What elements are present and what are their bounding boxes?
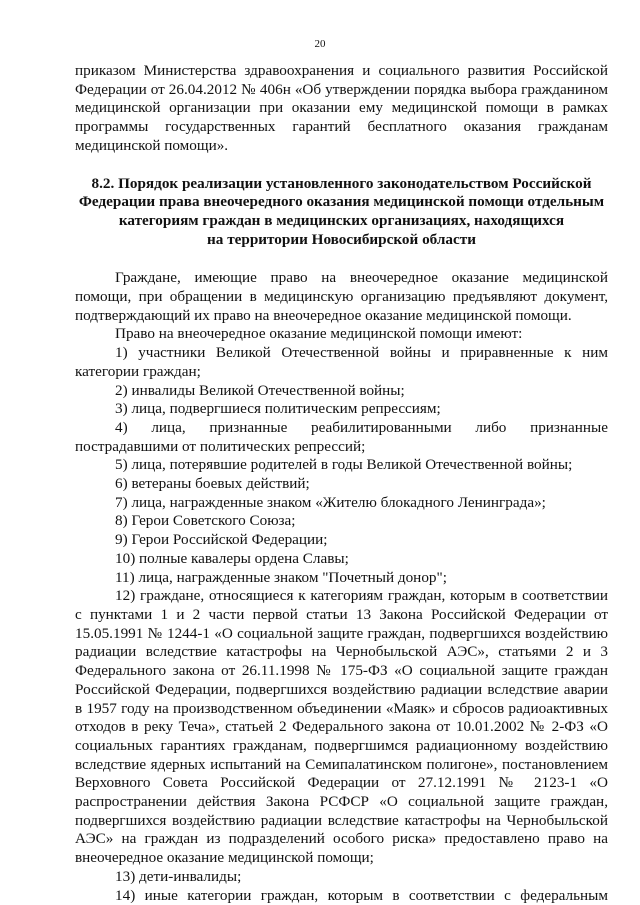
section-heading-line: категориям граждан в медицинских организациях, находящихся xyxy=(118,211,565,229)
section-heading-line: 8.2. Порядок реализации установленного законодательством Российской xyxy=(91,174,592,192)
intro-line: медицинской помощи». xyxy=(75,136,229,154)
intro-line: медицинской организации при оказании ему медицинской помощи в рамках xyxy=(75,99,608,117)
list-item: 14) иные категории граждан, которым в соответствии с федеральным xyxy=(115,886,608,904)
list-item: 3) лица, подвергшиеся политическим репрессиям; xyxy=(115,400,441,418)
section-heading-line: Федерации права внеочередного оказания медицинской помощи отдельным xyxy=(78,193,605,211)
list-item: 1) участники Великой Отечественной войны и приравненные к ним категории граждан; xyxy=(75,344,608,380)
list-item: 7) лица, награжденные знаком «Жителю блокадного Ленинграда»; xyxy=(115,493,546,511)
list-item: 10) полные кавалеры ордена Славы; xyxy=(115,549,349,567)
intro-line: приказом Министерства здравоохранения и социального развития Российской xyxy=(75,62,608,79)
list-item: 13) дети-инвалиды; xyxy=(115,867,242,885)
list-item: 8) Герои Советского Союза; xyxy=(115,512,296,530)
list-item: 9) Герои Российской Федерации; xyxy=(115,531,328,549)
list-item: 12) граждане, относящиеся к категориям граждан, которым в соответствии с пунктами 1 и 2 части первой статьи 13 Закона Российской Федерации от 15.05.1991 № 1244-1 «О социальной защите граждан, подвергшихся воздействию радиации вследствие катастрофы на Чернобыльской АЭС», статьями 2 и 3 Федерального закона от 26.11.1998 № 175-ФЗ «О социальной защите граждан Российской Федерации, подвергшихся воздействию радиации вследствие аварии в 1957 году на производственном объединении «Маяк» и сбросов радиоактивных отходов в реку Теча», статьей 2 Федерального закона от 10.01.2002 № 2-ФЗ «О социальных гарантиях гражданам, подвергшимся радиационному воздействию вследствие ядерных испытаний на Семипалатинском полигоне», постановлением Верховного Совета Российской Федерации от 27.12.1991 № 2123-1 «О распространении действия Закона РСФСР «О социальной защите граждан, подвергшихся воздействию радиации вследствие катастрофы на Чернобыльской АЭС» на граждан из подразделений особого риска» предоставлено право на внеочередное оказание медицинской помощи; xyxy=(75,587,608,867)
list-item: 5) лица, потерявшие родителей в годы Великой Отечественной войны; xyxy=(115,456,573,474)
list-item: 6) ветераны боевых действий; xyxy=(115,475,310,493)
body-paragraph: Право на внеочередное оказание медицинской помощи имеют: xyxy=(115,325,523,343)
section-heading xyxy=(75,175,608,250)
intro-line: Федерации от 26.04.2012 № 406н «Об утверждении порядка выбора гражданином xyxy=(75,80,608,98)
section-body xyxy=(75,269,608,905)
section-heading-line: на территории Новосибирской области xyxy=(207,230,476,248)
page-number: 20 xyxy=(314,38,326,50)
list-item: 4) лица, признанные реабилитированными либо признанные пострадавшими от политических репрессий; xyxy=(75,418,608,455)
list-item: 2) инвалиды Великой Отечественной войны; xyxy=(115,381,405,399)
body-paragraph: Граждане, имеющие право на внеочередное оказание медицинской помощи, при обращении в медицинскую организацию предъявляют документ, подтверждающий их право на внеочередное оказание медицинской помощи. xyxy=(75,269,608,324)
page-content xyxy=(75,62,608,905)
intro-line: программы государственных гарантий бесплатного оказания гражданам xyxy=(75,118,608,136)
intro-paragraph xyxy=(75,62,608,156)
list-item: 11) лица, награжденные знаком "Почетный донор"; xyxy=(115,568,447,586)
